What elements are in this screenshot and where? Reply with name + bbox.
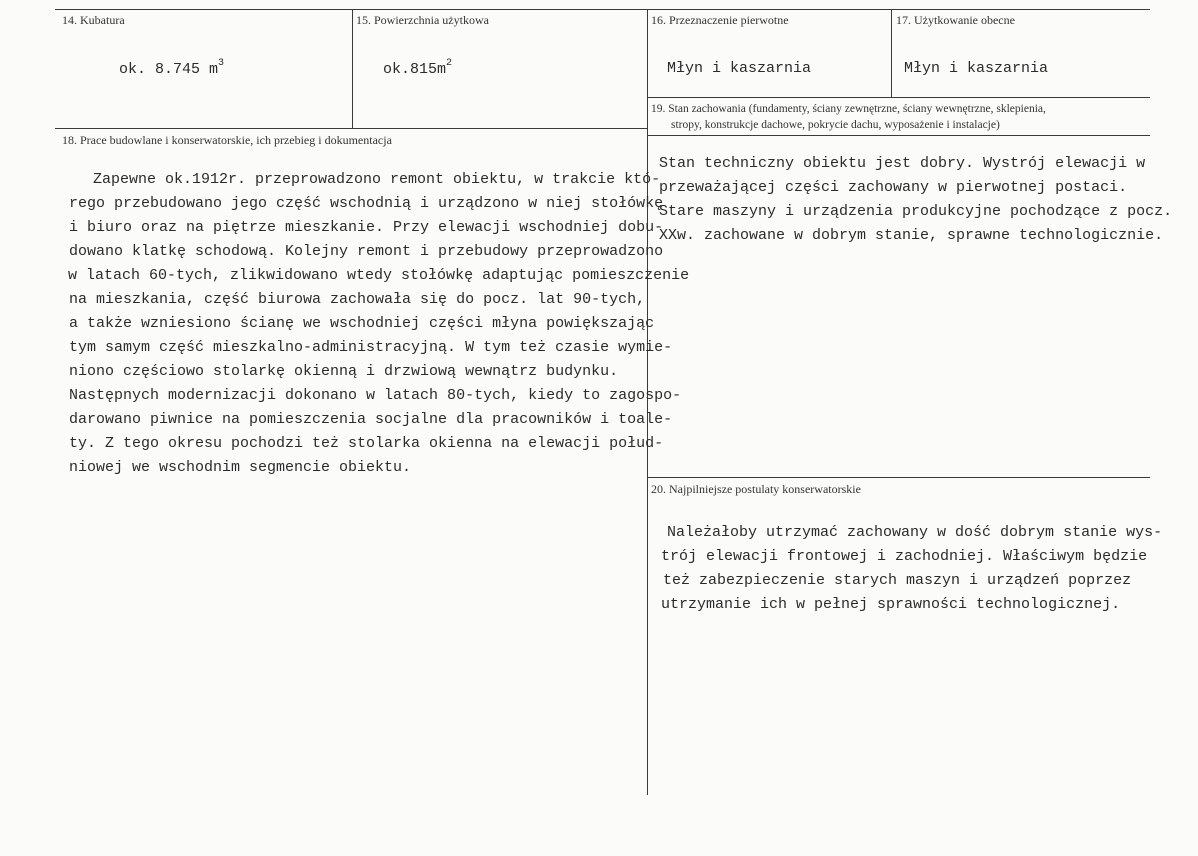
text-line: utrzymanie ich w pełnej sprawności technologicznej.	[661, 596, 1121, 613]
text-line: Następnych modernizacji dokonano w latach 80-tych, kiedy to zagospo-	[69, 387, 682, 404]
kubatura-label: 14. Kubatura	[62, 13, 125, 27]
text-line: też zabezpieczenie starych maszyn i urządzeń poprzez	[663, 572, 1132, 589]
line-above-20	[647, 477, 1150, 478]
text-line: trój elewacji frontowej i zachodniej. Właściwym będzie	[661, 548, 1148, 565]
powierzchnia-label: 15. Powierzchnia użytkowa	[356, 13, 489, 27]
text-line: przeważającej części zachowany w pierwotnej postaci.	[659, 179, 1128, 196]
powierzchnia-value	[383, 60, 452, 78]
line-under-19-label	[647, 135, 1150, 136]
text-line: Zapewne ok.1912r. przeprowadzono remont obiektu, w trakcie któ-	[93, 171, 661, 188]
text-line: Należałoby utrzymać zachowany w dość dobrym stanie wys-	[667, 524, 1163, 541]
text-line: dowano klatkę schodową. Kolejny remont i przebudowy przeprowadzono	[69, 243, 664, 260]
text-line: darowano piwnice na pomieszczenia socjalne dla pracowników i toale-	[69, 411, 673, 428]
line-under-16-17	[647, 97, 1150, 98]
postulaty-text	[661, 521, 1162, 617]
przeznaczenie-value: Młyn i kaszarnia	[667, 60, 812, 77]
divider-14-15	[352, 9, 353, 128]
text-line: Stare maszyny i urządzenia produkcyjne pochodzące z pocz.	[659, 203, 1173, 220]
divider-16-17	[891, 9, 892, 98]
kubatura-unit-exponent: 3	[218, 58, 225, 69]
postulaty-label: 20. Najpilniejsze postulaty konserwatorskie	[651, 482, 861, 496]
stan-zachowania-label-cont: stropy, konstrukcje dachowe, pokrycie dachu, wyposażenie i instalacje)	[671, 119, 1000, 131]
przeznaczenie-label: 16. Przeznaczenie pierwotne	[651, 13, 789, 27]
powierzchnia-number: ok.815m	[383, 61, 447, 78]
text-line: a także wzniesiono ścianę we wschodniej części młyna powiększając	[69, 315, 655, 332]
stan-zachowania-text	[659, 152, 1172, 248]
text-line: na mieszkania, część biurowa zachowała się do pocz. lat 90-tych,	[69, 291, 646, 308]
text-line: w latach 60-tych, zlikwidowano wtedy stołówkę adaptując pomieszczenie	[68, 267, 690, 284]
stan-zachowania-label: 19. Stan zachowania (fundamenty, ściany zewnętrzne, ściany wewnętrzne, sklepienia,	[651, 103, 1046, 115]
uzytkowanie-value: Młyn i kaszarnia	[904, 60, 1049, 77]
top-border-line	[55, 9, 1150, 10]
text-line: XXw. zachowane w dobrym stanie, sprawne technologicznie.	[659, 227, 1164, 244]
text-line: i biuro oraz na piętrze mieszkanie. Przy elewacji wschodniej dobu-	[69, 219, 664, 236]
text-line: rego przebudowano jego część wschodnią i urządzono w niej stołówkę	[69, 195, 664, 212]
text-line: niowej we wschodnim segmencie obiektu.	[69, 459, 412, 476]
kubatura-number: ok. 8.745 m	[119, 61, 219, 78]
prace-budowlane-text	[69, 168, 689, 480]
powierzchnia-unit-exponent: 2	[446, 58, 453, 69]
kubatura-value	[119, 60, 224, 78]
text-line: ty. Z tego okresu pochodzi też stolarka okienna na elewacji połud-	[69, 435, 664, 452]
line-under-14-15	[55, 128, 648, 129]
prace-budowlane-label: 18. Prace budowlane i konserwatorskie, ich przebieg i dokumentacja	[62, 133, 392, 147]
text-line: niono częściowo stolarkę okienną i drzwiową wewnątrz budynku.	[69, 363, 619, 380]
text-line: Stan techniczny obiektu jest dobry. Wystrój elewacji w	[659, 155, 1146, 172]
uzytkowanie-label: 17. Użytkowanie obecne	[896, 13, 1015, 27]
text-line: tym samym część mieszkalno-administracyjną. W tym też czasie wymie-	[69, 339, 673, 356]
